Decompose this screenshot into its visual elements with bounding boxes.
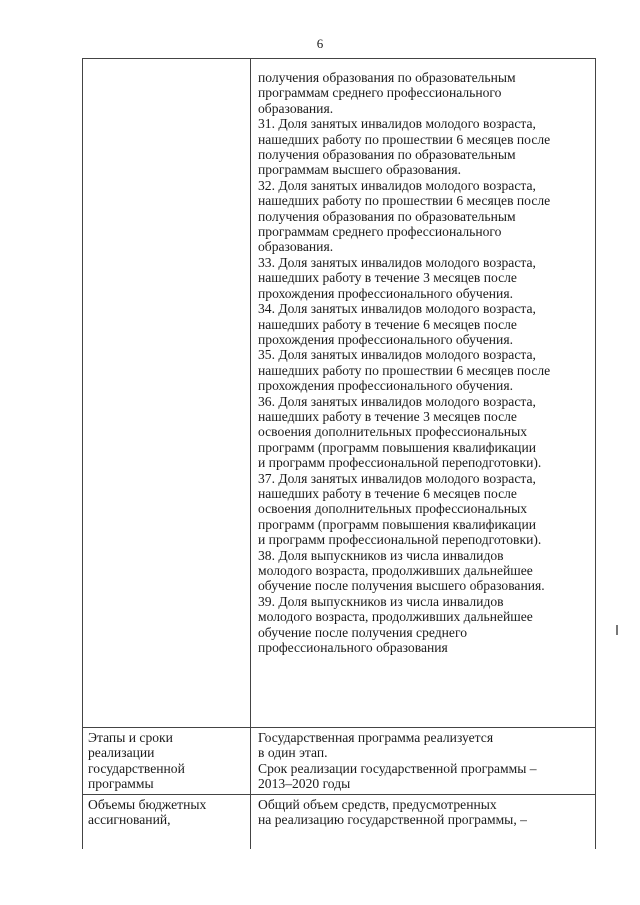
text-line: 35. Доля занятых инвалидов молодого возраста, <box>258 347 536 363</box>
text-line: программам высшего образования. <box>258 162 462 178</box>
text-line: нашедших работу по прошествии 6 месяцев после <box>258 362 551 378</box>
text-line: 34. Доля занятых инвалидов молодого возраста, <box>258 301 536 317</box>
text-line: и программ профессиональной переподготовки). <box>258 532 542 548</box>
text-line: государственной <box>88 760 185 776</box>
text-line: нашедших работу в течение 6 месяцев после <box>258 485 517 501</box>
table-border-right <box>595 59 596 849</box>
scan-margin-mark <box>616 625 618 635</box>
text-line: образования. <box>258 100 334 116</box>
text-line: 32. Доля занятых инвалидов молодого возраста, <box>258 177 536 193</box>
text-line: образования. <box>258 239 334 255</box>
table-border-left <box>82 59 83 849</box>
text-line: Общий объем средств, предусмотренных <box>258 797 497 812</box>
text-line: обучение после получения среднего <box>258 624 467 640</box>
text-line: молодого возраста, продолживших дальнейшее <box>258 563 533 578</box>
text-line: прохождения профессионального обучения. <box>258 285 513 301</box>
text-line: 33. Доля занятых инвалидов молодого возраста, <box>258 254 536 270</box>
text-line: программы <box>88 776 154 792</box>
text-line: молодого возраста, продолживших дальнейшее <box>258 609 533 625</box>
text-line: Государственная программа реализуется <box>258 730 494 745</box>
text-line: прохождения профессионального обучения. <box>258 331 513 347</box>
text-line: обучение после получения высшего образования. <box>258 578 545 594</box>
text-line: программам среднего профессионального <box>258 85 502 101</box>
text-line: 2013–2020 годы <box>258 776 351 792</box>
text-line: и программ профессиональной переподготовки). <box>258 455 542 471</box>
text-line: реализации <box>88 745 155 761</box>
text-line: получения образования по образовательным <box>258 70 516 85</box>
text-line: на реализацию государственной программы, – <box>258 812 527 828</box>
text-line: освоения дополнительных профессиональных <box>258 501 527 517</box>
row-divider <box>82 794 596 795</box>
text-line: прохождения профессионального обучения. <box>258 378 513 394</box>
text-line: получения образования по образовательным <box>258 147 516 163</box>
row-divider <box>82 727 596 728</box>
text-line: 36. Доля занятых инвалидов молодого возраста, <box>258 393 536 409</box>
text-line: 38. Доля выпускников из числа инвалидов <box>258 547 504 563</box>
page-number: 6 <box>316 36 324 51</box>
text-line: 31. Доля занятых инвалидов молодого возраста, <box>258 116 536 132</box>
indicators-list-cell <box>258 70 550 655</box>
text-line: нашедших работу в течение 3 месяцев после <box>258 270 517 286</box>
program-passport-table <box>82 58 596 849</box>
text-line: 37. Доля занятых инвалидов молодого возраста, <box>258 470 536 486</box>
text-line: Этапы и сроки <box>88 730 173 745</box>
budget-label-cell <box>88 797 206 828</box>
text-line: нашедших работу в течение 3 месяцев после <box>258 408 517 424</box>
stages-label-cell <box>88 730 185 792</box>
text-line: Объемы бюджетных <box>88 797 207 812</box>
text-line: 39. Доля выпускников из числа инвалидов <box>258 593 504 609</box>
text-line: получения образования по образовательным <box>258 208 516 224</box>
budget-value-cell <box>258 797 527 828</box>
text-line: профессионального образования <box>258 640 448 656</box>
text-line: Срок реализации государственной программы – <box>258 760 537 776</box>
text-line: нашедших работу в течение 6 месяцев после <box>258 316 517 332</box>
stages-value-cell <box>258 730 537 792</box>
text-line: нашедших работу по прошествии 6 месяцев после <box>258 193 551 209</box>
text-line: в один этап. <box>258 745 328 761</box>
text-line: программ (программ повышения квалификации <box>258 516 537 532</box>
table-column-divider <box>250 59 251 849</box>
text-line: освоения дополнительных профессиональных <box>258 424 527 440</box>
text-line: программам среднего профессионального <box>258 224 502 240</box>
text-line: нашедших работу по прошествии 6 месяцев после <box>258 131 551 147</box>
text-line: ассигнований, <box>88 812 171 828</box>
text-line: программ (программ повышения квалификации <box>258 439 537 455</box>
